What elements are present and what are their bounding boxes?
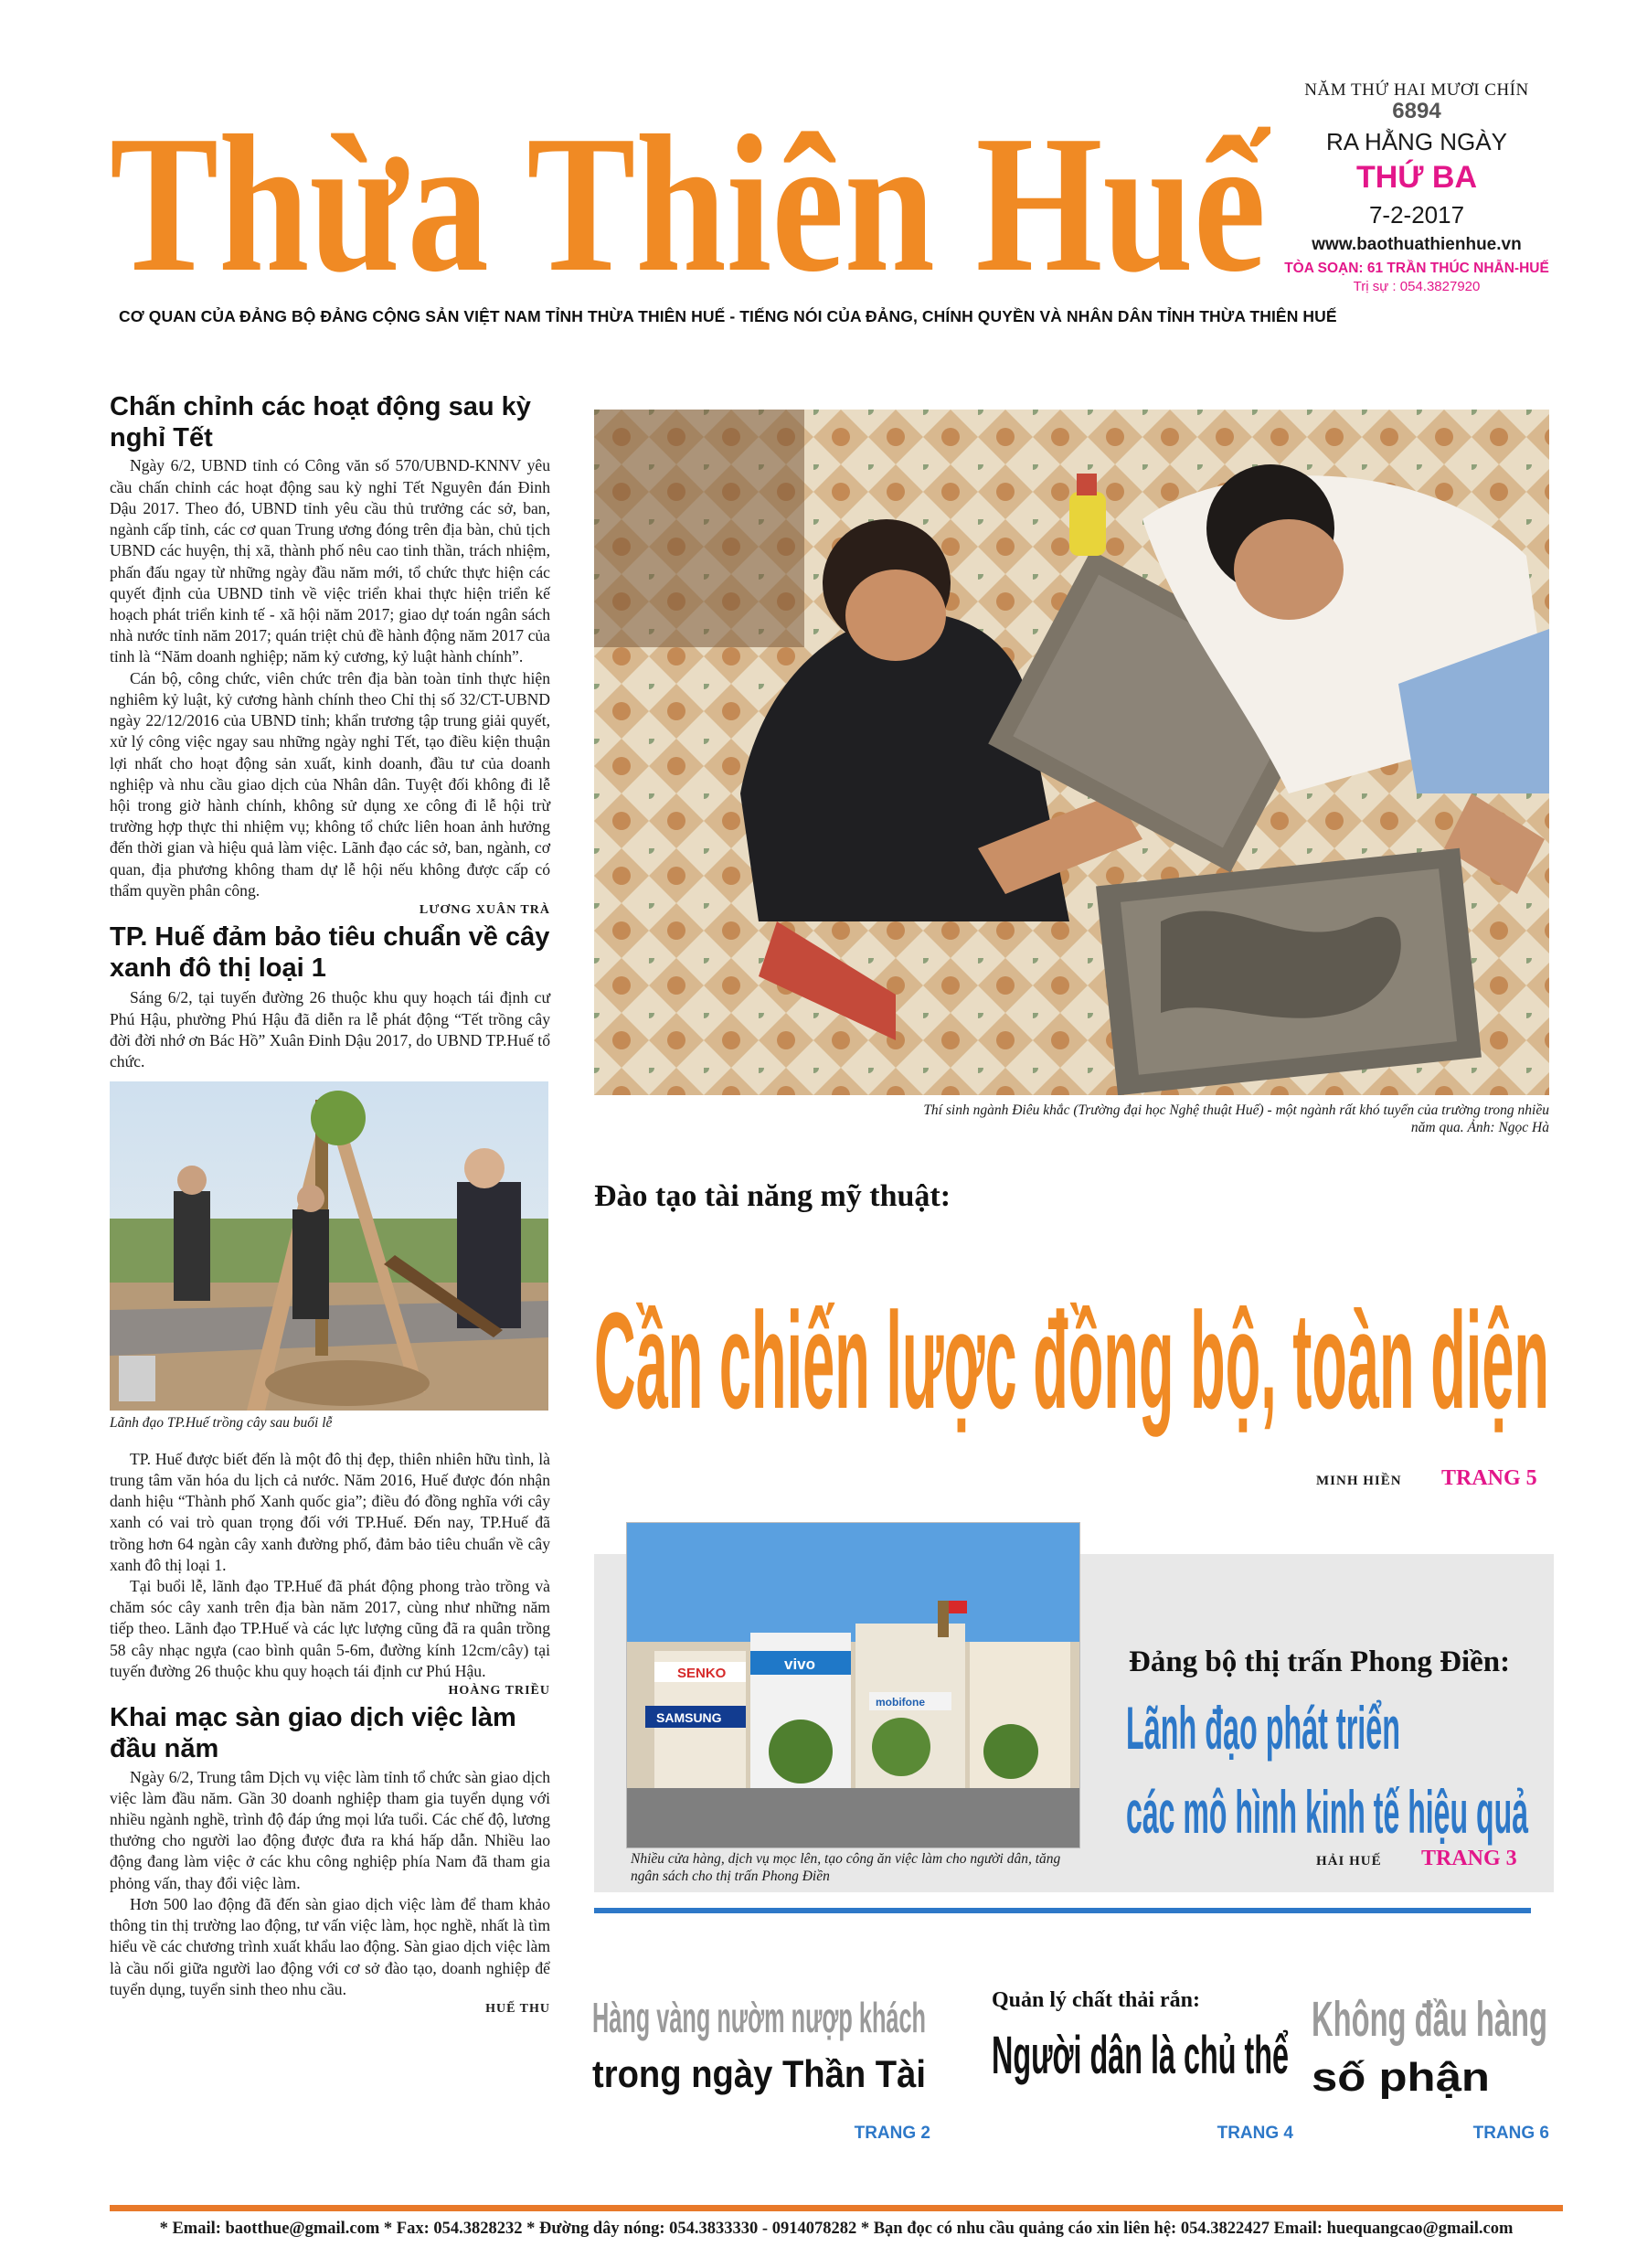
footer-contacts: * Email: baotthue@gmail.com * Fax: 054.3828232 * Đường dây nóng: 054.3833330 - 0914078282 * Bạn đọc có nhu cầu quảng cáo xin liên hệ: 054.3822427 Email: huequangcao@gmail.com	[159, 2220, 1514, 2238]
story3-byline: HUẾ THU	[485, 2001, 550, 2016]
main-byline: MINH HIỀN	[1316, 1474, 1402, 1488]
frequency: RA HẰNG NGÀY	[1326, 128, 1507, 155]
phong-dien-headline-line1: Lãnh đạo phát triển	[1126, 1694, 1400, 1762]
teaser-waste[interactable]	[992, 1988, 1293, 2144]
story2-paragraph: TP. Huế được biết đến là một đô thị đẹp, thiên nhiên hữu tình, là trung tâm văn hóa du lịch cả nước. Năm 2016, Huế được đón nhận danh hiệu “Thành phố Xanh quốc gia”; điều đó đồng nghĩa với cây xanh có vai trò quan trọng đối với TP.Huế. Đến nay, TP.Huế đã trồng hơn 64 ngàn cây xanh đường phố, đảm bảo tiêu chuẩn về cây xanh đô thị loại 1.	[110, 1449, 550, 1574]
story1-headline[interactable]: Chấn chỉnh các hoạt động sau kỳ nghỉ Tết	[110, 392, 531, 453]
story1-byline: LƯƠNG XUÂN TRÀ	[419, 903, 550, 918]
story1-body	[110, 455, 550, 901]
phong-dien-kicker: Đảng bộ thị trấn Phong Điền:	[1129, 1645, 1511, 1678]
issue-number: 6894	[1392, 99, 1441, 123]
main-headline[interactable]	[594, 1225, 1554, 1463]
sign-mobifone: mobifone	[876, 1696, 925, 1709]
teaser-fate[interactable]	[1312, 1988, 1549, 2144]
teaser1-page-ref[interactable]: TRANG 2	[854, 2124, 930, 2143]
teaser1-line2: trong ngày Thần Tài	[592, 2052, 926, 2095]
tree-photo-caption: Lãnh đạo TP.Huế trồng cây sau buổi lễ	[110, 1415, 333, 1432]
tree-planting-photo[interactable]	[110, 1081, 548, 1411]
main-kicker: Đào tạo tài năng mỹ thuật:	[594, 1179, 951, 1213]
left-column	[110, 391, 550, 2020]
phong-dien-headline-line2: các mô hình kinh tế hiệu quả	[1126, 1778, 1529, 1846]
masthead-tagline: CƠ QUAN CỦA ĐẢNG BỘ ĐẢNG CỘNG SẢN VIỆT NAM TỈNH THỪA THIÊN HUẾ - TIẾNG NÓI CỦA ĐẢNG, CHÍNH QUYỀN VÀ NHÂN DÂN TỈNH THỪA THIÊN HUẾ	[119, 307, 1337, 325]
main-page-ref[interactable]: TRANG 5	[1441, 1466, 1537, 1490]
sculpture-students-photo[interactable]	[594, 410, 1549, 1095]
story3-paragraph: Ngày 6/2, Trung tâm Dịch vụ việc làm tỉnh tổ chức sàn giao dịch việc làm đầu năm. Gần 30 doanh nghiệp tham gia tuyển dụng với nhiều ngành nghề, trình độ đáp ứng mọi lứa tuổi. Các chế độ, lương thưởng cho người lao động được đưa ra khá hấp dẫn. Nhiều lao động đang làm việc ở các khu công nghiệp phía Nam đã tham gia phỏng vấn, thay đổi việc làm.	[110, 1767, 550, 1892]
main-photo-caption: Thí sinh ngành Điêu khắc (Trường đại học Nghệ thuật Huế) - một ngành rất khó tuyển của trường trong nhiều năm qua. Ảnh: Ngọc Hà	[923, 1102, 1549, 1136]
teaser3-line1: Không đầu hàng	[1312, 1992, 1547, 2047]
footer-rule	[110, 2205, 1563, 2211]
main-headline-text: Cần chiến lược đồng bộ, toàn diện	[594, 1283, 1549, 1437]
teaser1-line1: Hàng vàng nườm nượp khách	[592, 1994, 926, 2041]
masthead-title	[110, 87, 1270, 306]
phong-dien-page-ref[interactable]: TRANG 3	[1421, 1847, 1517, 1870]
story2-body	[110, 1449, 550, 1682]
teaser2-line1: Người dân là chủ thể	[992, 2026, 1289, 2085]
admin-phone: Trị sự : 054.3827920	[1353, 279, 1481, 294]
phong-dien-caption: Nhiều cửa hàng, dịch vụ mọc lên, tạo công ăn việc làm cho người dân, tăng ngân sách cho thị trấn Phong Điền	[631, 1851, 1061, 1885]
phong-dien-byline: HẢI HUẾ	[1316, 1854, 1382, 1869]
story2-lead	[110, 987, 550, 1072]
office-address: TÒA SOẠN: 61 TRẦN THÚC NHẪN-HUẾ	[1284, 261, 1549, 276]
masthead-title-text: Thừa Thiên Huế	[110, 94, 1270, 306]
issue-date: 7-2-2017	[1368, 201, 1465, 229]
story3-body	[110, 1767, 550, 2000]
story2-byline: HOÀNG TRIỀU	[448, 1684, 550, 1698]
story2-paragraph: Tại buổi lễ, lãnh đạo TP.Huế đã phát động phong trào trồng và chăm sóc cây xanh trên địa bàn năm 2017, cùng như những năm tiếp theo. Lãnh đạo TP.Huế và các lực lượng cũng đã ra quân trồng 58 cây nhạc ngựa (cao bình quân 5-6m, đường kính 12cm/cây) tại tuyến đường 26 thuộc khu quy hoạch tái định cư Phú Hậu.	[110, 1577, 550, 1680]
story3-paragraph: Hơn 500 lao động đã đến sàn giao dịch việc làm để tham khảo thông tin thị trường lao động, tư vấn việc làm, học nghề, nhất là tìm hiểu về các chương trình xuất khẩu lao động. Sàn giao dịch việc làm là cầu nối giữa người lao động với cơ sở đào tạo, doanh nghiệp để tuyển dụng, tuyển sinh theo nhu cầu.	[110, 1894, 550, 1998]
teaser2-page-ref[interactable]: TRANG 4	[1217, 2124, 1293, 2143]
section-divider	[594, 1908, 1531, 1913]
phong-dien-headline[interactable]	[1124, 1687, 1554, 1851]
sign-vivo: vivo	[784, 1656, 816, 1673]
year-line: NĂM THỨ HAI MƯƠI CHÍN	[1304, 80, 1529, 100]
website-link[interactable]: www.baothuathienhue.vn	[1312, 235, 1522, 254]
teaser3-page-ref[interactable]: TRANG 6	[1472, 2124, 1549, 2143]
weekday: THỨ BA	[1355, 160, 1478, 195]
issue-info	[1275, 80, 1558, 294]
teaser-gold-day[interactable]	[592, 1988, 930, 2144]
story1-paragraph: Cán bộ, công chức, viên chức trên địa bàn toàn tỉnh thực hiện nghiêm kỷ luật, kỷ cương hành chính theo Chỉ thị số 32/CT-UBND ngày 22/12/2016 của UBND tỉnh; khẩn trương tập trung giải quyết, xử lý công việc ngay sau những ngày nghỉ Tết, tạo điều kiện thuận lợi nhất cho hoạt động sản xuất, kinh doanh, đầu tư của doanh nghiệp và nhu cầu giao dịch của Nhân dân. Tuyệt đối không đi lễ hội trong giờ hành chính, không sử dụng xe công đi lễ hội trừ trường hợp thực thi nhiệm vụ; không tổ chức liên hoan ảnh hưởng đến thời gian và hiệu quả làm việc. Lãnh đạo các sở, ban, ngành, cơ quan, địa phương không tham dự lễ hội nếu không được cấp có thẩm quyền phân công.	[110, 668, 550, 900]
teaser3-line2: số phận	[1312, 2055, 1490, 2100]
teaser2-kicker: Quản lý chất thải rắn:	[992, 1988, 1201, 2012]
phong-dien-street-photo[interactable]	[626, 1522, 1080, 1848]
story2-lead-text: Sáng 6/2, tại tuyến đường 26 thuộc khu quy hoạch tái định cư Phú Hậu, phường Phú Hậu đã diễn ra lễ phát động “Tết trồng cây đời đời nhớ ơn Bác Hồ” Xuân Đinh Dậu 2017, do UBND TP.Huế tổ chức.	[110, 988, 550, 1071]
sign-senko: SENKO	[677, 1666, 727, 1681]
story3-headline[interactable]: Khai mạc sàn giao dịch việc làm đầu năm	[110, 1703, 516, 1764]
story1-paragraph: Ngày 6/2, UBND tỉnh có Công văn số 570/UBND-KNNV yêu cầu chấn chỉnh các hoạt động sau kỳ nghỉ Tết Nguyên đán Đinh Dậu 2017. Theo đó, UBND tỉnh yêu cầu thủ trưởng các sở, ban, ngành cấp tỉnh, các cơ quan Trung ương đóng trên địa bàn, chủ tịch UBND các huyện, thị xã, thành phố nêu cao tinh thần, trách nhiệm, phấn đấu ngay từ những ngày đầu năm mới, tổ chức thực hiện các quyết định của UBND tỉnh về việc triển khai thực hiện triển kế hoạch phát triển kinh tế - xã hội năm 2017; giao dự toán ngân sách nhà nước tỉnh năm 2017; quán triệt chủ đề hành động năm 2017 của tỉnh là “Năm doanh nghiệp; năm kỷ cương, kỷ luật hành chính”.	[110, 456, 550, 666]
sign-samsung: SAMSUNG	[656, 1710, 722, 1725]
story2-headline[interactable]: TP. Huế đảm bảo tiêu chuẩn về cây xanh đô thị loại 1	[110, 922, 550, 984]
